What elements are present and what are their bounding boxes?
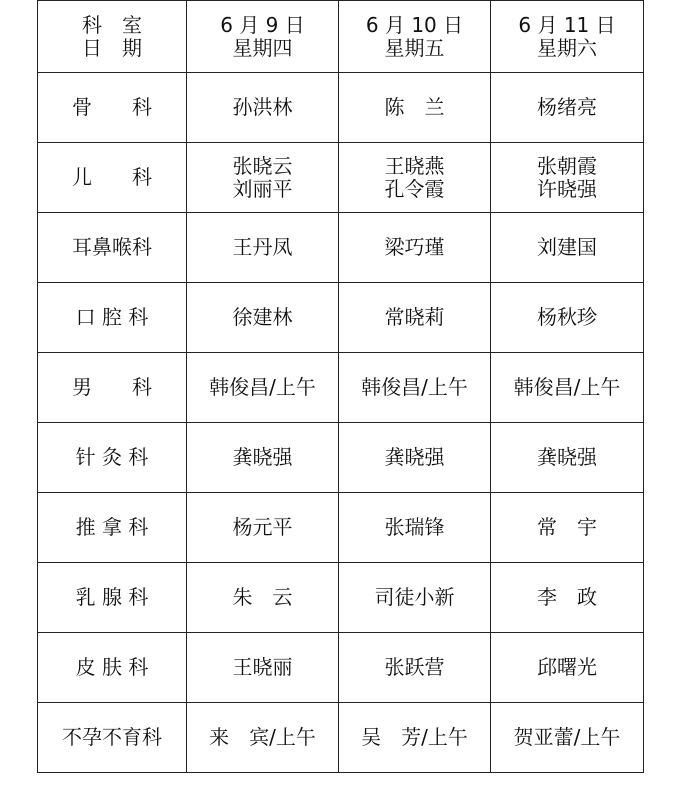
doctor-name: 韩俊昌/上午 [513,375,621,399]
doctor-name: 张跃营 [384,655,445,679]
date-header-cell [339,1,491,73]
doctor-name: 刘丽平 [232,176,293,201]
doctor-cell [491,423,644,493]
doctor-name: 龚晓强 [232,445,293,469]
doctor-name: 常晓莉 [384,305,445,329]
doctor-cell [491,493,644,563]
table-row [38,143,644,213]
date-label: 6 月 9 日 [220,12,305,37]
doctor-cell [491,633,644,703]
table-row [38,423,644,493]
weekday-label: 星期四 [232,35,293,60]
doctor-cell [491,703,644,773]
doctor-name: 王丹凤 [232,235,293,259]
department-cell: 针 灸 科 [38,423,187,493]
doctor-cell [187,423,339,493]
doctor-cell [339,703,491,773]
doctor-cell [339,633,491,703]
doctor-name: 王晓丽 [232,655,293,679]
doctor-name: 朱 云 [232,585,293,609]
doctor-name: 李 政 [537,585,597,609]
doctor-name: 贺亚蕾/上午 [513,725,621,749]
doctor-name: 杨元平 [232,515,293,539]
doctor-cell [339,423,491,493]
doctor-name: 刘建国 [537,235,597,259]
doctor-cell [491,213,644,283]
doctor-name: 陈 兰 [384,95,445,119]
date-header-cell [491,1,644,73]
doctor-name: 韩俊昌/上午 [361,375,468,399]
doctor-cell [187,283,339,353]
doctor-cell [339,563,491,633]
doctor-name: 许晓强 [537,176,597,201]
date-label: 6 月 10 日 [365,12,464,37]
doctor-cell [491,73,644,143]
table-row [38,633,644,703]
doctor-cell [339,143,491,213]
table-row [38,283,644,353]
doctor-cell [339,73,491,143]
doctor-cell [187,73,339,143]
duty-schedule-table [37,0,644,773]
table-row [38,563,644,633]
doctor-name: 龚晓强 [537,445,597,469]
corner-header-cell [38,1,187,73]
doctor-name: 王晓燕 [384,153,445,178]
doctor-name: 龚晓强 [384,445,445,469]
doctor-name: 张晓云 [232,153,293,178]
department-cell: 骨 科 [38,73,187,143]
date-header-cell [187,1,339,73]
weekday-label: 星期六 [537,35,597,60]
header-row [38,1,644,73]
doctor-cell [491,353,644,423]
doctor-name: 吴 芳/上午 [361,725,468,749]
doctor-name: 梁巧瑾 [384,235,445,259]
doctor-name: 孔令霞 [384,176,445,201]
doctor-name: 司徒小新 [374,585,455,609]
department-cell: 口 腔 科 [38,283,187,353]
date-label: 6 月 11 日 [518,12,616,37]
doctor-name: 张朝霞 [537,153,597,178]
doctor-cell [187,633,339,703]
department-cell: 耳鼻喉科 [38,213,187,283]
doctor-cell [187,493,339,563]
doctor-cell [491,143,644,213]
doctor-cell [187,353,339,423]
corner-date-label: 日 期 [82,35,142,60]
doctor-name: 邱曙光 [537,655,597,679]
doctor-cell [491,283,644,353]
doctor-cell [339,353,491,423]
table-row [38,493,644,563]
doctor-name: 张瑞锋 [384,515,445,539]
doctor-cell [187,703,339,773]
doctor-name: 徐建林 [232,305,293,329]
doctor-name: 杨秋珍 [537,305,597,329]
doctor-name: 杨绪亮 [537,95,597,119]
doctor-name: 常 宇 [537,515,597,539]
doctor-cell [339,493,491,563]
doctor-cell [187,213,339,283]
department-cell: 皮 肤 科 [38,633,187,703]
department-cell: 儿 科 [38,143,187,213]
doctor-name: 来 宾/上午 [209,725,316,749]
table-row [38,703,644,773]
department-cell: 推 拿 科 [38,493,187,563]
weekday-label: 星期五 [384,35,445,60]
department-cell: 乳 腺 科 [38,563,187,633]
doctor-cell [339,213,491,283]
department-cell: 不孕不育科 [38,703,187,773]
doctor-cell [187,143,339,213]
doctor-cell [339,283,491,353]
doctor-cell [187,563,339,633]
table-row [38,353,644,423]
doctor-cell [491,563,644,633]
doctor-name: 孙洪林 [232,95,293,119]
table-row [38,213,644,283]
corner-dept-label: 科 室 [82,12,142,37]
table-row [38,73,644,143]
doctor-name: 韩俊昌/上午 [209,375,316,399]
department-cell: 男 科 [38,353,187,423]
